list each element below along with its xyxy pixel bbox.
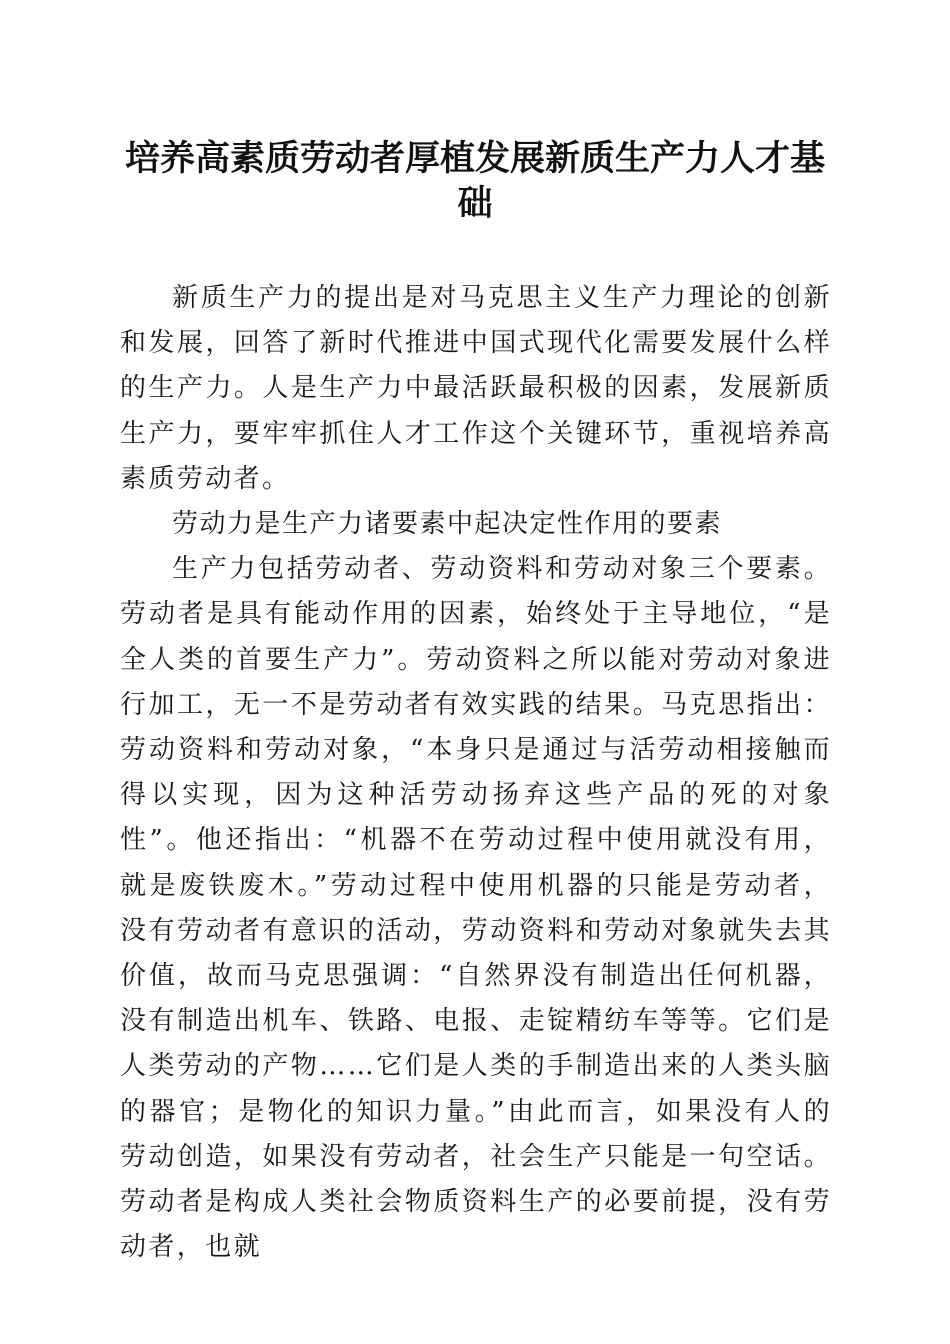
paragraph-intro: 新质生产力的提出是对马克思主义生产力理论的创新和发展，回答了新时代推进中国式现代化需要发展什么样的生产力。人是生产力中最活跃最积极的因素，发展新质生产力，要牢牢抓住人才工作这个关键环节，重视培养高素质劳动者。 (120, 283, 832, 494)
section-heading: 劳动力是生产力诸要素中起决定性作用的要素 (172, 509, 723, 540)
paragraph-labor-elements: 生产力包括劳动者、劳动资料和劳动对象三个要素。劳动者是具有能动作用的因素，始终处于主导地位，“是全人类的首要生产力”。劳动资料之所以能对劳动对象进行加工，无一不是劳动者有效实践的结果。马克思指出：劳动资料和劳动对象，“本身只是通过与活劳动相接触而得以实现，因为这种活劳动扬弃这些产品的死的对象性”。他还指出：“机器不在劳动过程中使用就没有用，就是废铁废木。”劳动过程中使用机器的只能是劳动者，没有劳动者有意识的活动，劳动资料和劳动对象就失去其价值，故而马克思强调：“自然界没有制造出任何机器，没有制造出机车、铁路、电报、走锭精纺车等等。它们是人类劳动的产物……它们是人类的手制造出来的人类头脑的器官；是物化的知识力量。”由此而言，如果没有人的劳动创造，如果没有劳动者，社会生产只能是一句空话。劳动者是构成人类社会物质资料生产的必要前提，没有劳动者，也就 (120, 554, 832, 1263)
document-title: 培养高素质劳动者厚植发展新质生产力人才基础 (124, 138, 825, 224)
document-body (120, 276, 832, 1270)
